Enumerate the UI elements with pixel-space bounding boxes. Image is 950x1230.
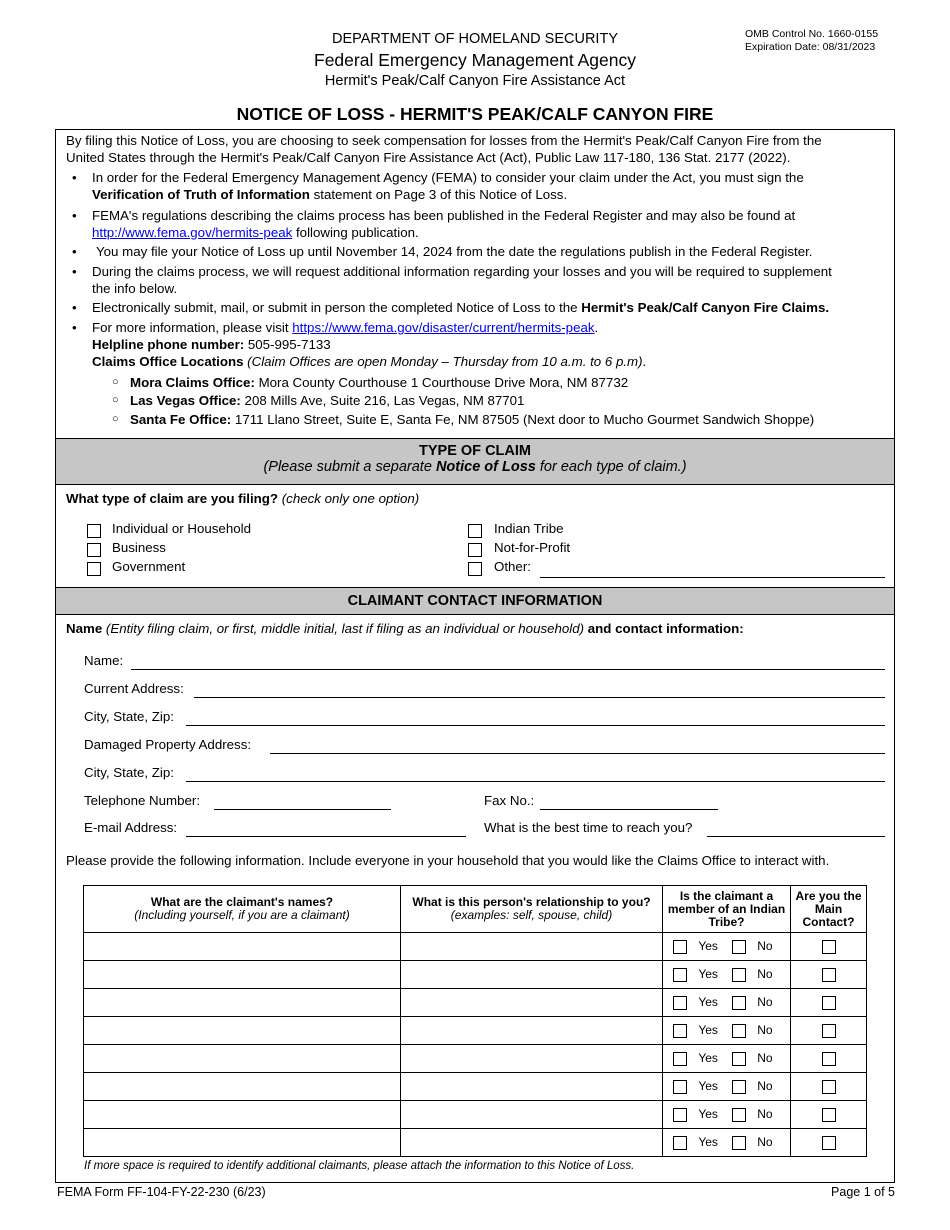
label-best-time: What is the best time to reach you?	[484, 820, 693, 835]
bullet-submit: • Electronically submit, mail, or submit in person the completed Notice of Loss to the Hermit's Peak/Calf Canyon Fire Claims.	[72, 300, 830, 315]
tribe-no-checkbox[interactable]	[732, 940, 746, 954]
address-input[interactable]	[194, 697, 885, 698]
tribe-yes-checkbox[interactable]	[673, 1136, 687, 1150]
relationship-cell[interactable]	[401, 1017, 663, 1045]
label-email: E-mail Address:	[84, 820, 178, 835]
label-individual: Individual or Household	[112, 521, 251, 536]
claimants-table	[83, 885, 867, 1157]
form-number: FEMA Form FF-104-FY-22-230 (6/23)	[57, 1185, 266, 1199]
damaged-city-state-zip-input[interactable]	[186, 781, 885, 782]
table-row	[84, 1129, 867, 1157]
expiration-date: Expiration Date: 08/31/2023	[745, 41, 876, 53]
office-mora: ○ Mora Claims Office: Mora County Courthouse 1 Courthouse Drive Mora, NM 87732	[112, 375, 629, 390]
table-row	[84, 1045, 867, 1073]
city-state-zip-input[interactable]	[186, 725, 885, 726]
relationship-cell[interactable]	[401, 1073, 663, 1101]
page-number: Page 1 of 5	[831, 1185, 895, 1199]
office-las-vegas: ○ Las Vegas Office: 208 Mills Ave, Suite 216, Las Vegas, NM 87701	[112, 393, 525, 408]
main-contact-checkbox[interactable]	[822, 940, 836, 954]
table-row	[84, 1101, 867, 1129]
agency-name: Federal Emergency Management Agency	[314, 50, 636, 70]
checkbox-business[interactable]	[87, 543, 101, 557]
damaged-address-input[interactable]	[270, 753, 885, 754]
no-label: No	[757, 1079, 773, 1094]
omb-info	[745, 28, 878, 54]
table-footnote: If more space is required to identify additional claimants, please attach the information to this Notice of Loss.	[84, 1160, 635, 1172]
relationship-cell[interactable]	[401, 1129, 663, 1157]
main-contact-checkbox[interactable]	[822, 1080, 836, 1094]
table-row	[84, 933, 867, 961]
phone-input[interactable]	[214, 809, 391, 810]
no-label: No	[757, 1107, 773, 1122]
bullet-info: • For more information, please visit https://www.fema.gov/disaster/current/hermits-peak. Helpline phone number: 505-995-7133 Claims Office Locations (Claim Offices are open Monday – Thursday from 10 a.m. to 6 p.m).	[72, 320, 647, 369]
claimant-name-cell[interactable]	[84, 989, 401, 1017]
label-other: Other:	[494, 559, 531, 574]
main-contact-checkbox[interactable]	[822, 1024, 836, 1038]
main-contact-checkbox[interactable]	[822, 1108, 836, 1122]
tribe-yes-checkbox[interactable]	[673, 1024, 687, 1038]
bullet-process: • During the claims process, we will request additional information regarding your losses and you will be required to supplement the info below.	[72, 264, 832, 296]
label-government: Government	[112, 559, 186, 574]
form-body	[55, 129, 895, 1183]
fax-input[interactable]	[540, 809, 718, 810]
yes-label: Yes	[698, 1079, 718, 1094]
regulations-link[interactable]: http://www.fema.gov/hermits-peak	[92, 225, 293, 240]
yes-label: Yes	[698, 1107, 718, 1122]
tribe-no-checkbox[interactable]	[732, 1108, 746, 1122]
best-time-input[interactable]	[707, 836, 885, 837]
claimant-name-cell[interactable]	[84, 1073, 401, 1101]
yes-label: Yes	[698, 1051, 718, 1066]
relationship-cell[interactable]	[401, 933, 663, 961]
department-name: DEPARTMENT OF HOMELAND SECURITY	[331, 31, 618, 47]
col-relationship: What is this person's relationship to you? (examples: self, spouse, child)	[401, 886, 663, 933]
type-of-claim-header: TYPE OF CLAIM (Please submit a separate Notice of Loss for each type of claim.)	[56, 438, 894, 485]
claimant-name-cell[interactable]	[84, 1129, 401, 1157]
label-name: Name:	[84, 653, 124, 668]
yes-label: Yes	[698, 1023, 718, 1038]
tribe-no-checkbox[interactable]	[732, 1136, 746, 1150]
claim-type-question: What type of claim are you filing? (check only one option)	[66, 491, 420, 506]
claimant-name-cell[interactable]	[84, 933, 401, 961]
claimant-name-cell[interactable]	[84, 1017, 401, 1045]
tribe-no-checkbox[interactable]	[732, 996, 746, 1010]
name-prompt: Name (Entity filing claim, or first, middle initial, last if filing as an individual or household) and contact information:	[66, 621, 744, 636]
label-not-for-profit: Not-for-Profit	[494, 540, 571, 555]
label-city1: City, State, Zip:	[84, 709, 174, 724]
no-label: No	[757, 1051, 773, 1066]
main-contact-checkbox[interactable]	[822, 996, 836, 1010]
no-label: No	[757, 1023, 773, 1038]
no-label: No	[757, 1135, 773, 1150]
checkbox-other[interactable]	[468, 562, 482, 576]
info-link[interactable]: https://www.fema.gov/disaster/current/hermits-peak	[292, 320, 595, 335]
checkbox-individual[interactable]	[87, 524, 101, 538]
no-label: No	[757, 939, 773, 954]
yes-label: Yes	[698, 1135, 718, 1150]
omb-control: OMB Control No. 1660-0155	[745, 28, 879, 40]
table-row	[84, 1073, 867, 1101]
label-address: Current Address:	[84, 681, 184, 696]
claimant-name-cell[interactable]	[84, 1101, 401, 1129]
label-fax: Fax No.:	[484, 793, 535, 808]
bullet-sign: • In order for the Federal Emergency Management Agency (FEMA) to consider your claim under the Act, you must sign the Verification of Truth of Information statement on Page 3 of this Notice of Loss.	[72, 170, 804, 202]
no-label: No	[757, 995, 773, 1010]
table-row	[84, 961, 867, 989]
yes-label: Yes	[698, 967, 718, 982]
checkbox-government[interactable]	[87, 562, 101, 576]
act-name: Hermit's Peak/Calf Canyon Fire Assistance Act	[324, 73, 626, 89]
claimant-name-cell[interactable]	[84, 1045, 401, 1073]
label-indian-tribe: Indian Tribe	[494, 521, 564, 536]
no-label: No	[757, 967, 773, 982]
label-business: Business	[112, 540, 166, 555]
yes-label: Yes	[698, 939, 718, 954]
name-input[interactable]	[131, 669, 885, 670]
tribe-yes-checkbox[interactable]	[673, 968, 687, 982]
tribe-yes-checkbox[interactable]	[673, 1052, 687, 1066]
tribe-no-checkbox[interactable]	[732, 1080, 746, 1094]
relationship-cell[interactable]	[401, 1045, 663, 1073]
tribe-yes-checkbox[interactable]	[673, 996, 687, 1010]
bullet-deadline: • You may file your Notice of Loss up until November 14, 2024 from the date the regulations publish in the Federal Register.	[72, 244, 813, 259]
label-phone: Telephone Number:	[84, 793, 201, 808]
tribe-no-checkbox[interactable]	[732, 1052, 746, 1066]
col-main-contact: Are you the Main Contact?	[791, 886, 867, 933]
main-contact-checkbox[interactable]	[822, 968, 836, 982]
relationship-cell[interactable]	[401, 961, 663, 989]
page-title: NOTICE OF LOSS - HERMIT'S PEAK/CALF CANYON FIRE	[236, 104, 714, 124]
relationship-cell[interactable]	[401, 989, 663, 1017]
intro-text: By filing this Notice of Loss, you are choosing to seek compensation for losses from the Hermit's Peak/Calf Canyon Fire from the United States through the Hermit's Peak/Calf Canyon Fire Assistance Act (Act), Public Law 117-180, 136 Stat. 2177 (2022).	[66, 133, 822, 165]
household-note: Please provide the following information. Include everyone in your household that you would like the Claims Office to interact with.	[66, 853, 830, 868]
email-input[interactable]	[186, 836, 466, 837]
tribe-no-checkbox[interactable]	[732, 1024, 746, 1038]
helpline-number: 505-995-7133	[244, 337, 331, 352]
office-santa-fe: ○ Santa Fe Office: 1711 Llano Street, Suite E, Santa Fe, NM 87505 (Next door to Mucho Gourmet Sandwich Shoppe)	[112, 412, 815, 427]
claimant-name-cell[interactable]	[84, 961, 401, 989]
col-indian-tribe: Is the claimant a member of an Indian Tribe?	[663, 886, 791, 933]
table-row	[84, 989, 867, 1017]
main-contact-checkbox[interactable]	[822, 1052, 836, 1066]
claimant-contact-header: CLAIMANT CONTACT INFORMATION	[56, 587, 894, 615]
tribe-yes-checkbox[interactable]	[673, 1080, 687, 1094]
other-input[interactable]	[540, 577, 885, 578]
yes-label: Yes	[698, 995, 718, 1010]
tribe-yes-checkbox[interactable]	[673, 1108, 687, 1122]
table-row	[84, 1017, 867, 1045]
tribe-no-checkbox[interactable]	[732, 968, 746, 982]
tribe-yes-checkbox[interactable]	[673, 940, 687, 954]
bullet-regulations: • FEMA's regulations describing the claims process has been published in the Federal Register and may also be found at http://www.fema.gov/hermits-peak following publication.	[72, 208, 796, 240]
main-contact-checkbox[interactable]	[822, 1136, 836, 1150]
checkbox-indian-tribe[interactable]	[468, 524, 482, 538]
label-city2: City, State, Zip:	[84, 765, 174, 780]
label-damaged-address: Damaged Property Address:	[84, 737, 252, 752]
relationship-cell[interactable]	[401, 1101, 663, 1129]
col-names: What are the claimant's names? (Including yourself, if you are a claimant)	[84, 886, 401, 933]
checkbox-not-for-profit[interactable]	[468, 543, 482, 557]
